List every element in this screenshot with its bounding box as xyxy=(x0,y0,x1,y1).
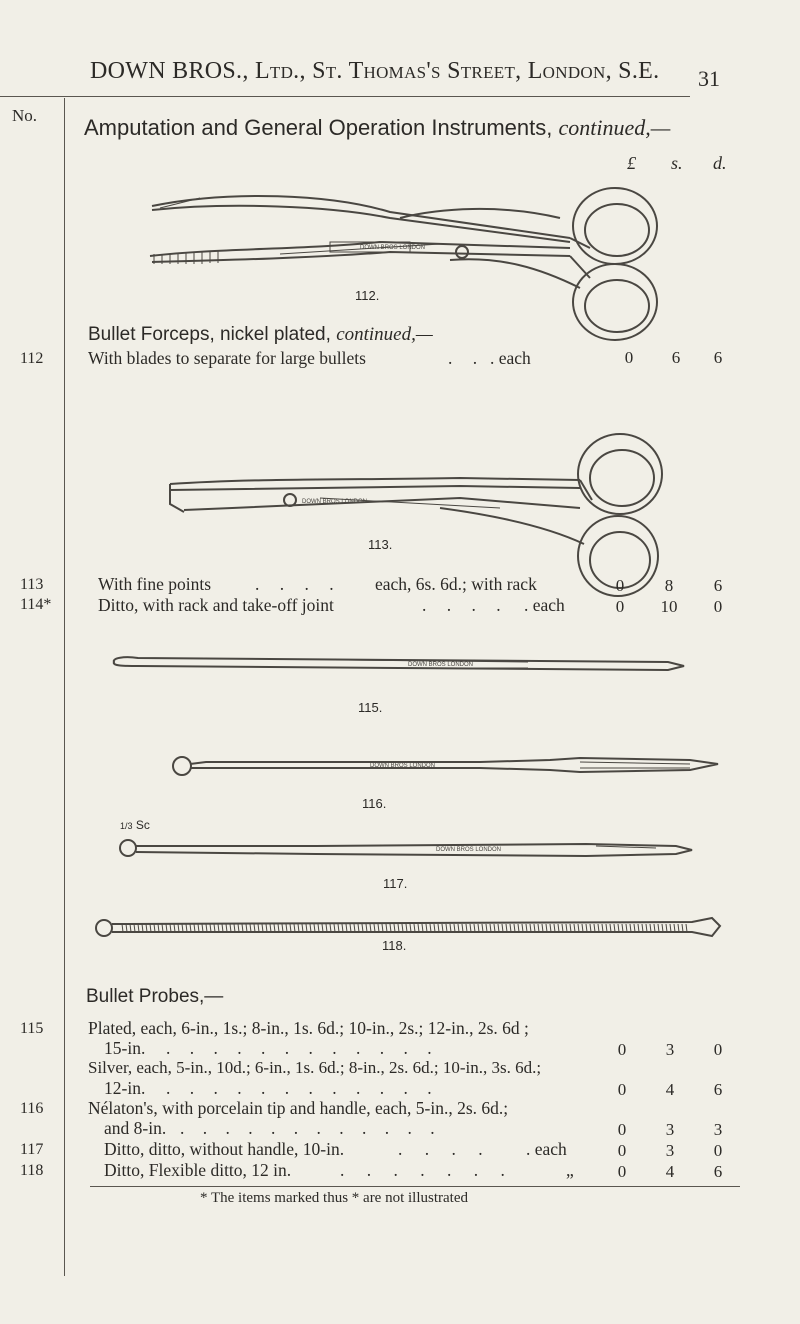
item-silver-line1: Silver, each, 5-in., 10d.; 6-in., 1s. 6d.; 8-in., 2s. 6d.; 10-in., 3s. 6d.; xyxy=(88,1058,542,1077)
header-rule xyxy=(0,96,690,97)
probe-118-illustration xyxy=(92,912,732,946)
item-118-line1: Ditto, Flexible ditto, 12 in. xyxy=(104,1160,292,1180)
maker-stamp-117: DOWN BROS LONDON xyxy=(436,847,502,853)
item-117-shillings: 3 xyxy=(665,1141,675,1160)
item-116-pounds: 0 xyxy=(617,1120,627,1139)
maker-stamp-116: DOWN BROS LONDON xyxy=(370,763,436,769)
item-116-pence: 3 xyxy=(713,1120,723,1139)
item-118-pounds: 0 xyxy=(617,1162,627,1181)
item-112-leader-dots: . . xyxy=(448,348,486,368)
item-number-113: 113 xyxy=(20,576,44,593)
figure-caption-115: 115. xyxy=(358,700,383,715)
probe-115-illustration xyxy=(108,652,688,676)
item-117-pence: 0 xyxy=(713,1141,723,1160)
footnote: * The items marked thus * are not illustrated xyxy=(200,1190,468,1206)
item-number-112: 112 xyxy=(20,350,44,367)
maker-stamp-113: DOWN BROS LONDON xyxy=(302,499,368,505)
running-title: DOWN BROS., Ltd., St. Thomas's Street, London, S.E. xyxy=(90,58,660,84)
figure-caption-112: 112. xyxy=(355,288,380,303)
item-117-unit: . each xyxy=(526,1139,567,1159)
item-116-shillings: 3 xyxy=(665,1120,675,1139)
scale-mark xyxy=(120,818,150,832)
item-114-pounds: 0 xyxy=(615,597,625,616)
item-number-115: 115 xyxy=(20,1020,44,1037)
maker-stamp-115: DOWN BROS LONDON xyxy=(408,662,474,668)
item-115-pence: 0 xyxy=(713,1040,723,1059)
item-118-pence: 6 xyxy=(713,1162,723,1181)
item-115-pounds: 0 xyxy=(617,1040,627,1059)
item-116-leader-dots: . . . . . . . . . . . . xyxy=(180,1118,442,1138)
bullet-forceps-heading-continued: continued,— xyxy=(336,324,433,345)
maker-stamp-112: DOWN BROS LONDON xyxy=(360,245,426,251)
item-silver-leader-dots: . . . . . . . . . . . . xyxy=(166,1078,440,1098)
item-112-description xyxy=(88,348,366,369)
item-115-line2: 15-in. xyxy=(104,1038,146,1058)
item-114-shillings: 10 xyxy=(660,597,678,616)
item-113-shillings: 8 xyxy=(664,576,674,595)
section-title-text: Amputation and General Operation Instruments, xyxy=(84,115,553,140)
scale-fraction: 1/3 xyxy=(120,821,133,831)
item-115-shillings: 3 xyxy=(665,1040,675,1059)
figure-caption-117: 117. xyxy=(383,876,408,891)
forceps-112-illustration xyxy=(140,178,660,328)
item-114-unit: . each xyxy=(524,595,565,615)
currency-pounds: £ xyxy=(627,153,636,173)
item-117-leader-dots: . . . . xyxy=(398,1139,492,1159)
bullet-probes-heading: Bullet Probes,— xyxy=(86,986,224,1007)
item-114-leader-dots: . . . . xyxy=(422,595,509,615)
item-number-117: 117 xyxy=(20,1141,44,1158)
section-title-continued: continued,— xyxy=(558,115,671,140)
footer-rule xyxy=(90,1186,740,1187)
item-number-118: 118 xyxy=(20,1162,44,1179)
item-silver-line2: 12-in. xyxy=(104,1078,146,1098)
item-118-leader-dots: . . . . . . . xyxy=(340,1160,514,1180)
section-title xyxy=(84,115,670,141)
item-115-line1: Plated, each, 6-in., 1s.; 8-in., 1s. 6d.; 10-in., 2s.; 12-in., 2s. 6d ; xyxy=(88,1018,529,1038)
item-113-pence: 6 xyxy=(713,576,723,595)
item-silver-pounds: 0 xyxy=(617,1080,627,1099)
item-116-line2: and 8-in. xyxy=(104,1118,167,1138)
number-column-rule xyxy=(64,98,65,1276)
item-113-leader-dots: . . . . xyxy=(255,574,342,594)
column-label-no: No. xyxy=(12,106,38,125)
item-112-shillings: 6 xyxy=(671,348,681,367)
item-118-unit: „ xyxy=(566,1160,574,1180)
page-number: 31 xyxy=(698,66,720,91)
figure-caption-113: 113. xyxy=(368,537,393,552)
item-112-pounds: 0 xyxy=(624,348,634,367)
scale-label: Sc xyxy=(135,818,150,832)
forceps-113-illustration xyxy=(140,418,660,598)
item-113-pounds: 0 xyxy=(615,576,625,595)
currency-pence: d. xyxy=(713,153,727,173)
bullet-forceps-heading xyxy=(88,324,433,346)
probe-116-illustration xyxy=(170,752,730,782)
item-112-desc-text: With blades to separate for large bullets xyxy=(88,348,366,368)
item-number-116: 116 xyxy=(20,1100,44,1117)
item-114-description: Ditto, with rack and take-off joint xyxy=(98,595,334,615)
item-116-line1: Nélaton's, with porcelain tip and handle, each, 5-in., 2s. 6d.; xyxy=(88,1098,509,1118)
item-silver-pence: 6 xyxy=(713,1080,723,1099)
item-number-114: 114* xyxy=(20,596,52,613)
currency-shillings: s. xyxy=(671,153,683,173)
item-112-unit: . each xyxy=(490,348,531,368)
item-118-shillings: 4 xyxy=(665,1162,675,1181)
item-117-pounds: 0 xyxy=(617,1141,627,1160)
item-115-leader-dots: . . . . . . . . . . . . xyxy=(166,1038,440,1058)
item-silver-shillings: 4 xyxy=(665,1080,675,1099)
item-114-pence: 0 xyxy=(713,597,723,616)
item-113-description: With fine points xyxy=(98,574,212,594)
probe-117-illustration xyxy=(116,838,696,862)
item-112-pence: 6 xyxy=(713,348,723,367)
figure-caption-116: 116. xyxy=(362,796,387,811)
item-113-unit: each, 6s. 6d.; with rack xyxy=(375,574,537,594)
bullet-forceps-heading-text: Bullet Forceps, nickel plated, xyxy=(88,324,331,345)
item-117-line1: Ditto, ditto, without handle, 10-in. xyxy=(104,1139,345,1159)
figure-caption-118: 118. xyxy=(382,938,407,953)
